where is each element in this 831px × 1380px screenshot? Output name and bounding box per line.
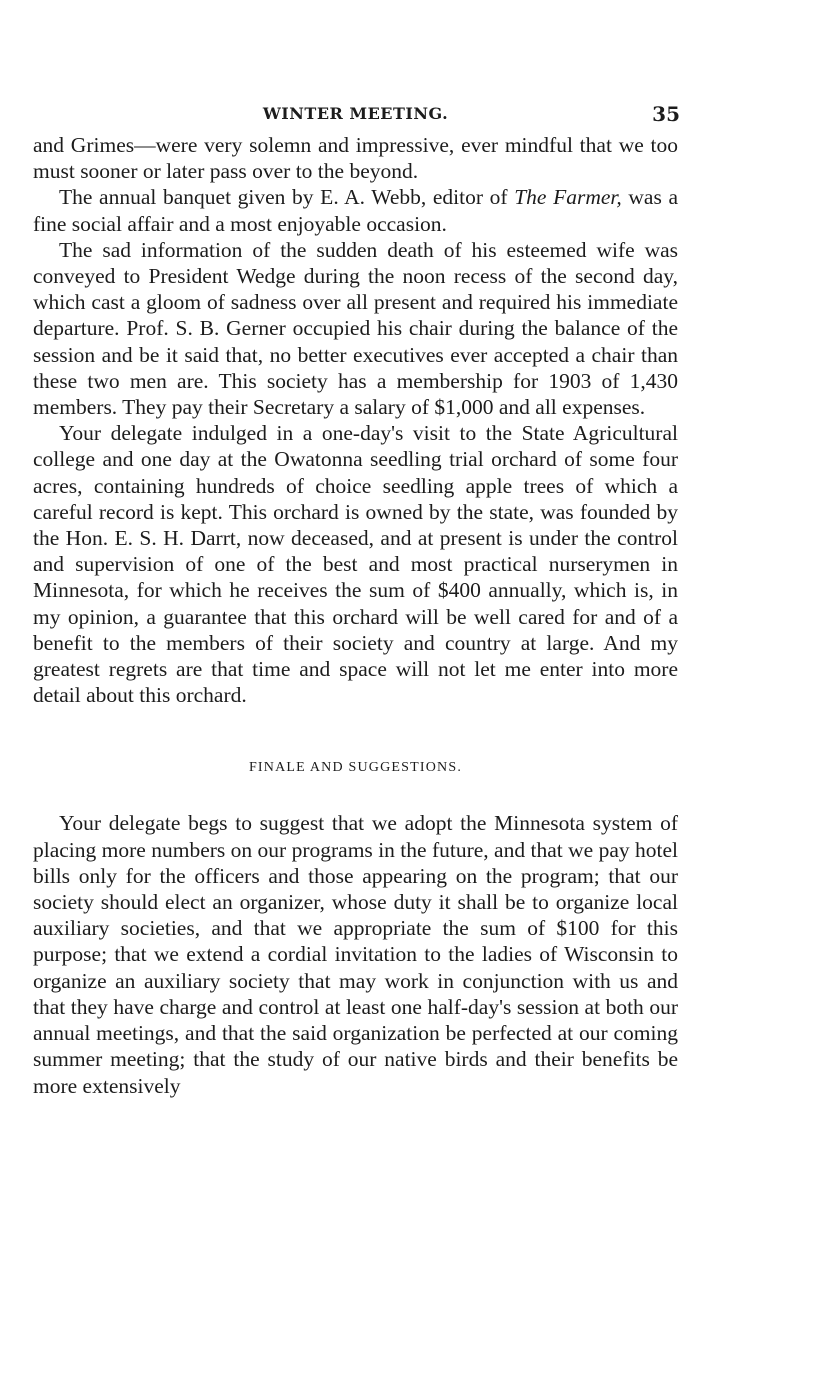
section-body bbox=[33, 810, 678, 1098]
body-text bbox=[33, 132, 678, 708]
publication-title: The Farmer, bbox=[514, 185, 622, 210]
paragraph-suggestions: Your delegate begs to suggest that we adopt the Minnesota system of placing more numbers on our programs in the future, and that we pay hotel bills only for the officers and those appearing on the program; that our society should elect an organizer, whose duty it shall be to organize local auxiliary societies, and that we appropriate the sum of $100 for this purpose; that we extend a cordial invitation to the ladies of Wisconsin to organize an auxiliary society that may work in conjunction with us and that they have charge and control at least one half-day's session at both our annual meetings, and that the said organization be perfected at our coming summer meeting; that the study of our native birds and their benefits be more extensively bbox=[33, 811, 678, 1098]
paragraph-president-wedge: The sad information of the sudden death of his esteemed wife was conveyed to President Wedge during the noon recess of the second day, which cast a gloom of sadness over all present and required his immediate departure. Prof. S. B. Gerner occupied his chair during the balance of the session and be it said that, no better executives ever accepted a chair than these two men are. This society has a membership for 1903 of 1,430 members. They pay their Secretary a salary of $1,000 and all expenses. bbox=[33, 237, 678, 420]
paragraph-banquet bbox=[33, 184, 678, 236]
running-head bbox=[33, 100, 678, 132]
banquet-text-end: was a fine social affair and a most enjoyable occasion. bbox=[33, 185, 678, 236]
section-heading: FINALE AND SUGGESTIONS. bbox=[248, 760, 463, 776]
book-page bbox=[33, 100, 678, 1099]
running-title: WINTER MEETING. bbox=[262, 104, 449, 123]
page-number: 35 bbox=[652, 102, 680, 126]
paragraph-continuation: and Grimes—were very solemn and impressive, ever mindful that we too must sooner or later pass over to the beyond. bbox=[33, 133, 678, 184]
banquet-text-start: The annual banquet given by E. A. Webb, editor of bbox=[59, 185, 515, 210]
paragraph-orchard-visit: Your delegate indulged in a one-day's visit to the State Agricultural college and one day at the Owatonna seedling trial orchard of some four acres, containing hundreds of choice seedling apple trees of which a careful record is kept. This orchard is owned by the state, was founded by the Hon. E. S. H. Darrt, now deceased, and at present is under the control and supervision of one of the best and most practical nurserymen in Minnesota, for which he receives the sum of $400 annually, which is, in my opinion, a guarantee that this orchard will be well cared for and of a benefit to the members of their society and country at large. And my greatest regrets are that time and space will not let me enter into more detail about this orchard. bbox=[33, 421, 678, 708]
